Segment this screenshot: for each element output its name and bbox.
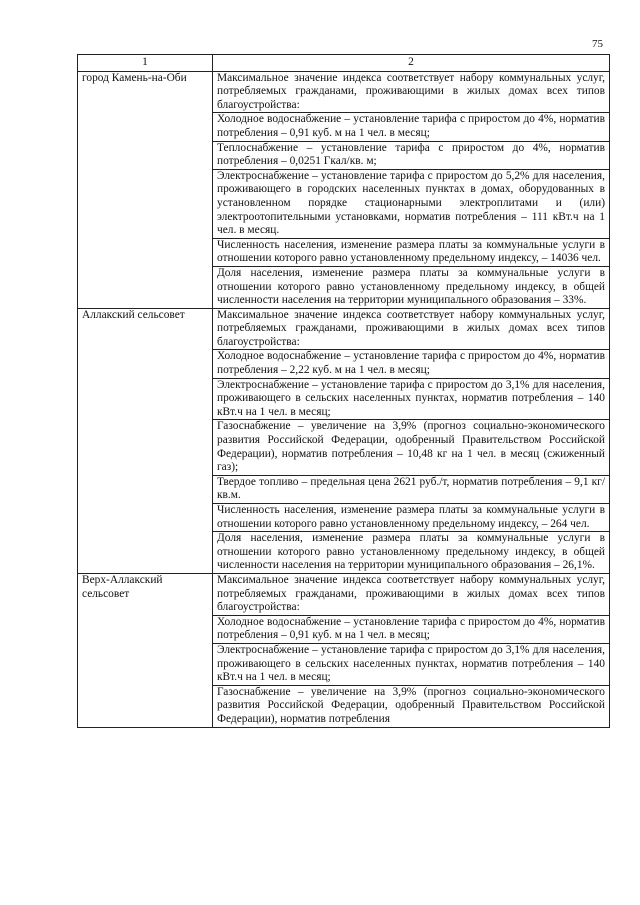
paragraph: Максимальное значение индекса соответствует набору коммунальных услуг, потребляемых гражданами, проживающими в жилых домах всех типов благоустройства: <box>212 574 609 616</box>
tariff-table <box>77 54 610 728</box>
tariff-description <box>213 573 610 727</box>
paragraph: Холодное водоснабжение – установление тарифа с приростом до 4%, норматив потребления – 0,91 куб. м на 1 чел. в месяц; <box>212 113 609 141</box>
paragraph: Твердое топливо – предельная цена 2621 руб./т, норматив потребления – 9,1 кг/кв.м. <box>212 476 609 504</box>
paragraph: Доля населения, изменение размера платы за коммунальные услуги в отношении которого равно установленному предельному индексу, в общей численности населения на территории муниципального образования – 33%. <box>217 266 605 307</box>
table-row-verkh-allak <box>78 573 610 727</box>
header-row <box>78 55 610 72</box>
paragraph: Электроснабжение – установление тарифа с приростом до 5,2% для населения, проживающего в городских населенных пунктах в домах, оборудованных в установленном порядке стационарными электроплитами и (или) электроотопительными установками, норматив потребления – 111 кВт.ч на 1 чел. в месяц. <box>212 170 609 239</box>
tariff-description <box>213 71 610 308</box>
paragraph: Холодное водоснабжение – установление тарифа с приростом до 4%, норматив потребления – 2,22 куб. м на 1 чел. в месяц; <box>212 350 609 378</box>
paragraph: Доля населения, изменение размера платы за коммунальные услуги в отношении которого равно установленному предельному индексу, в общей численности населения на территории муниципального образования – 26,1%. <box>217 532 605 572</box>
paragraph: Численность населения, изменение размера платы за коммунальные услуги в отношении которого равно установленному предельному индексу, – 14036 чел. <box>212 239 609 267</box>
tariff-description <box>213 308 610 573</box>
municipality-name: город Камень-на-Оби <box>78 71 213 308</box>
paragraph: Газоснабжение – увеличение на 3,9% (прогноз социально-экономического развития Российской Федерации, одобренный Правительством Российской Федерации), норматив потребления <box>217 685 605 725</box>
municipality-name: Аллакский сельсовет <box>78 308 213 573</box>
table-row-kamen <box>78 71 610 308</box>
paragraph: Газоснабжение – увеличение на 3,9% (прогноз социально-экономического развития Российской Федерации, одобренный Правительством Российской Федерации), норматив потребления – 10,48 кг на 1 чел. в месяц (сжиженный газ); <box>212 420 609 475</box>
paragraph: Численность населения, изменение размера платы за коммунальные услуги в отношении которого равно установленному предельному индексу, – 264 чел. <box>212 504 609 532</box>
page-number: 75 <box>592 38 603 50</box>
paragraph: Максимальное значение индекса соответствует набору коммунальных услуг, потребляемых гражданами, проживающими в жилых домах всех типов благоустройства: <box>212 72 609 114</box>
municipality-name: Верх-Аллакский сельсовет <box>78 573 213 727</box>
paragraph: Электроснабжение – установление тарифа с приростом до 3,1% для населения, проживающего в сельских населенных пунктах, норматив потребления – 140 кВт.ч на 1 чел. в месяц; <box>212 644 609 686</box>
paragraph: Теплоснабжение – установление тарифа с приростом до 4%, норматив потребления – 0,0251 Гкал/кв. м; <box>212 142 609 170</box>
table-row-allak <box>78 308 610 573</box>
column-header-2: 2 <box>213 55 610 72</box>
paragraph: Электроснабжение – установление тарифа с приростом до 3,1% для населения, проживающего в сельских населенных пунктах, норматив потребления – 140 кВт.ч на 1 чел. в месяц; <box>212 379 609 421</box>
paragraph: Холодное водоснабжение – установление тарифа с приростом до 4%, норматив потребления – 0,91 куб. м на 1 чел. в месяц; <box>212 616 609 644</box>
column-header-1: 1 <box>78 55 213 72</box>
paragraph: Максимальное значение индекса соответствует набору коммунальных услуг, потребляемых гражданами, проживающими в жилых домах всех типов благоустройства: <box>212 309 609 351</box>
